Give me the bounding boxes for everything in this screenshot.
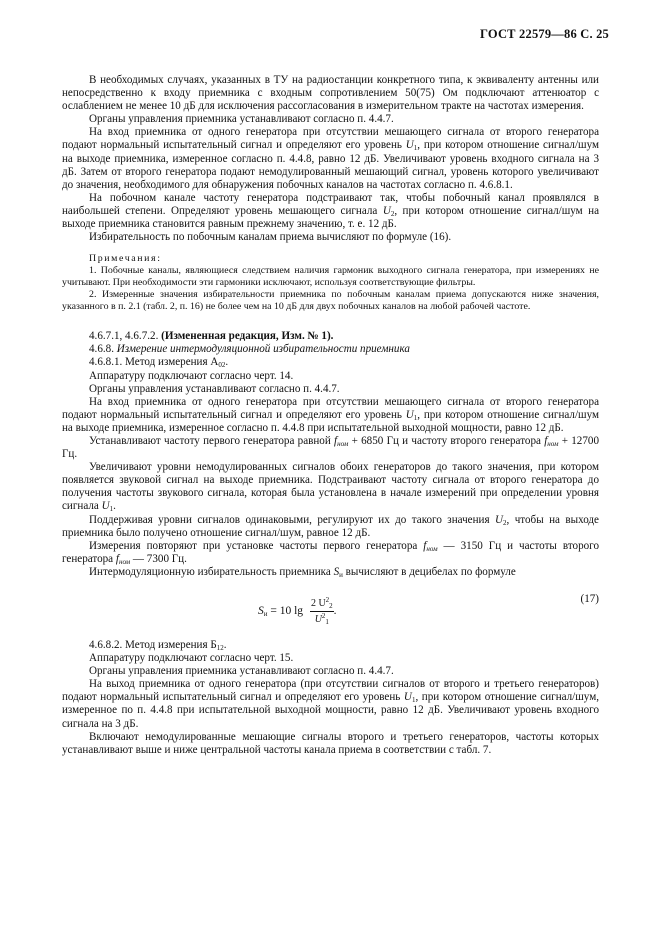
paragraph-apparatus-14: Аппаратуру подключают согласно черт. 14. (89, 369, 294, 382)
paragraph-first-generator: На вход приемника от одного генератора при отсутствии мешающего сигнала от второго генератора подают нормальный испытательный сигнал и определяют его уровень $U_1$, при котором отношение сигнал/шум на выходе приемника, измеренное согласно п. 4.4.8, равно 12 дБ. Увеличивают уровень входного сигнала на 3 дБ. Затем от второго генератора подают немодулированный мешающий сигнал, уровень которого увеличивают до значения, необходимого для обнаружения побочных каналов на частотах согласно п. 4.6.8.1. (62, 126, 599, 191)
paragraph-controls-3: Органы управления приемника устанавливают согласно п. 4.4.7. (89, 665, 394, 678)
paragraph-first-generator-3: На выход приемника от одного генератора (при отсутствии сигналов от второго и третьего генераторов) подают нормальный испытательный сигнал и определяют его уровень $U_1$, при котором отношение сигнал/шум, измеренное по п. 4.4.8 при испытательной выходной мощности, равно 12 дБ. Увеличивают уровень входного сигнала на 3 дБ. (62, 678, 600, 730)
section-4-6-8-title: 4.6.8. Измерение интермодуляционной избирательности приемника (89, 343, 410, 356)
paragraph-attenuator: В необходимых случаях, указанных в ТУ на радиостанции конкретного типа, к эквиваленту антенны или непосредственно к входу приемника с входным сопротивлением 50(75) Ом подключают аттенюатор с ослаблением не менее 10 дБ для исключения рассогласования в измерительном тракте на частотах измерения. (62, 74, 599, 113)
formula-number: (17) (580, 593, 599, 605)
running-header: ГОСТ 22579—86 С. 25 (480, 27, 609, 41)
section-4-6-8-2: 4.6.8.2. Метод измерения $Б_{12}$. (89, 639, 227, 652)
paragraph-repeat: Измерения повторяют при установке частоты первого генератора $f_{ном}$ — 3150 Гц и частоты второго генератора $f_{ном}$ — 7300 Гц. (62, 539, 599, 566)
paragraph-spurious-channel: На побочном канале частоту генератора подстраивают так, чтобы побочный канал проявлялся в наибольшей степени. Определяют уровень мешающего сигнала $U_2$, при котором отношение сигнал/шум на выходе приемника становится равным прежнему значению, т. е. 12 дБ. (62, 191, 599, 231)
formula-fraction: $\frac{2 U^2_2}{U^2_1}$ (310, 596, 333, 627)
paragraph-controls-2: Органы управления устанавливают согласно п. 4.4.7. (89, 382, 340, 395)
note-item: 2. Измеренные значения избирательности приемника по побочным каналам приема допускаются ниже значения, указанного в п. 2.1 (табл. 2, п. 16) не более чем на 10 дБ для двух побочных каналов на любой рабочей частоте. (62, 289, 599, 313)
paragraph-frequencies-1: Устанавливают частоту первого генератора равной $f_{ном} + 6850$ Гц и частоту второго генератора $f_{ном} + 12700$ Гц. (62, 434, 599, 461)
paragraph-controls: Органы управления приемника устанавливают согласно п. 4.4.7. (89, 113, 394, 126)
section-4-6-8-1: 4.6.8.1. Метод измерения $А_{02}$. (89, 356, 229, 370)
notes-block (62, 253, 599, 313)
paragraph-interfering-signals: Включают немодулированные мешающие сигналы второго и третьего генераторов, частоты которых устанавливают выше и ниже центральной частоты канала приема в соответствии с табл. 7. (62, 730, 599, 756)
section-4-6-7: 4.6.7.1, 4.6.7.2. (Измененная редакция, Изм. № 1). (89, 330, 334, 343)
page-body (62, 74, 599, 757)
paragraph-apparatus-15: Аппаратуру подключают согласно черт. 15. (89, 652, 294, 665)
formula-17 (62, 585, 599, 635)
paragraph-increase-levels: Увеличивают уровни немодулированных сигналов обоих генераторов до такого значения, при котором появляется звуковой сигнал на выходе приемника. Подстраивают частоту сигнала от второго генератора до получения частоты звукового сигнала, которая была установлена в начале измерений при определении уровня сигнала $U_1$. (62, 461, 599, 514)
note-item: 1. Побочные каналы, являющиеся следствием наличия гармоник выходного сигнала генератора, при измерениях не учитывают. При необходимости эти гармоники исключают, используя соответствующие фильтры. (62, 265, 599, 289)
paragraph-first-generator-2: На вход приемника от одного генератора при отсутствии мешающего сигнала от второго генератора подают нормальный испытательный сигнал и определяют его уровень $U_1$, при котором отношение сигнал/шум на выходе приемника, измеренное согласно п. 4.4.8 при испытательной выходной мощности, равно 12 дБ. (62, 395, 599, 434)
notes-title: Примечания: (89, 253, 162, 265)
paragraph-keep-levels: Поддерживая уровни сигналов одинаковыми, регулируют их до такого значения $U_2$, чтобы на выходе приемника было получено отношение сигнал/шум, равное 12 дБ. (62, 513, 599, 539)
formula-expression: $S_и = 10$ lg $\frac{2 U^2_2}{U^2_1}$ . (258, 596, 337, 627)
paragraph-formula-16: Избирательность по побочным каналам приема вычисляют по формуле (16). (89, 231, 452, 244)
paragraph-intermodulation: Интермодуляционную избирательность приемника $S_и$ вычисляют в децибелах по формуле (89, 565, 516, 579)
